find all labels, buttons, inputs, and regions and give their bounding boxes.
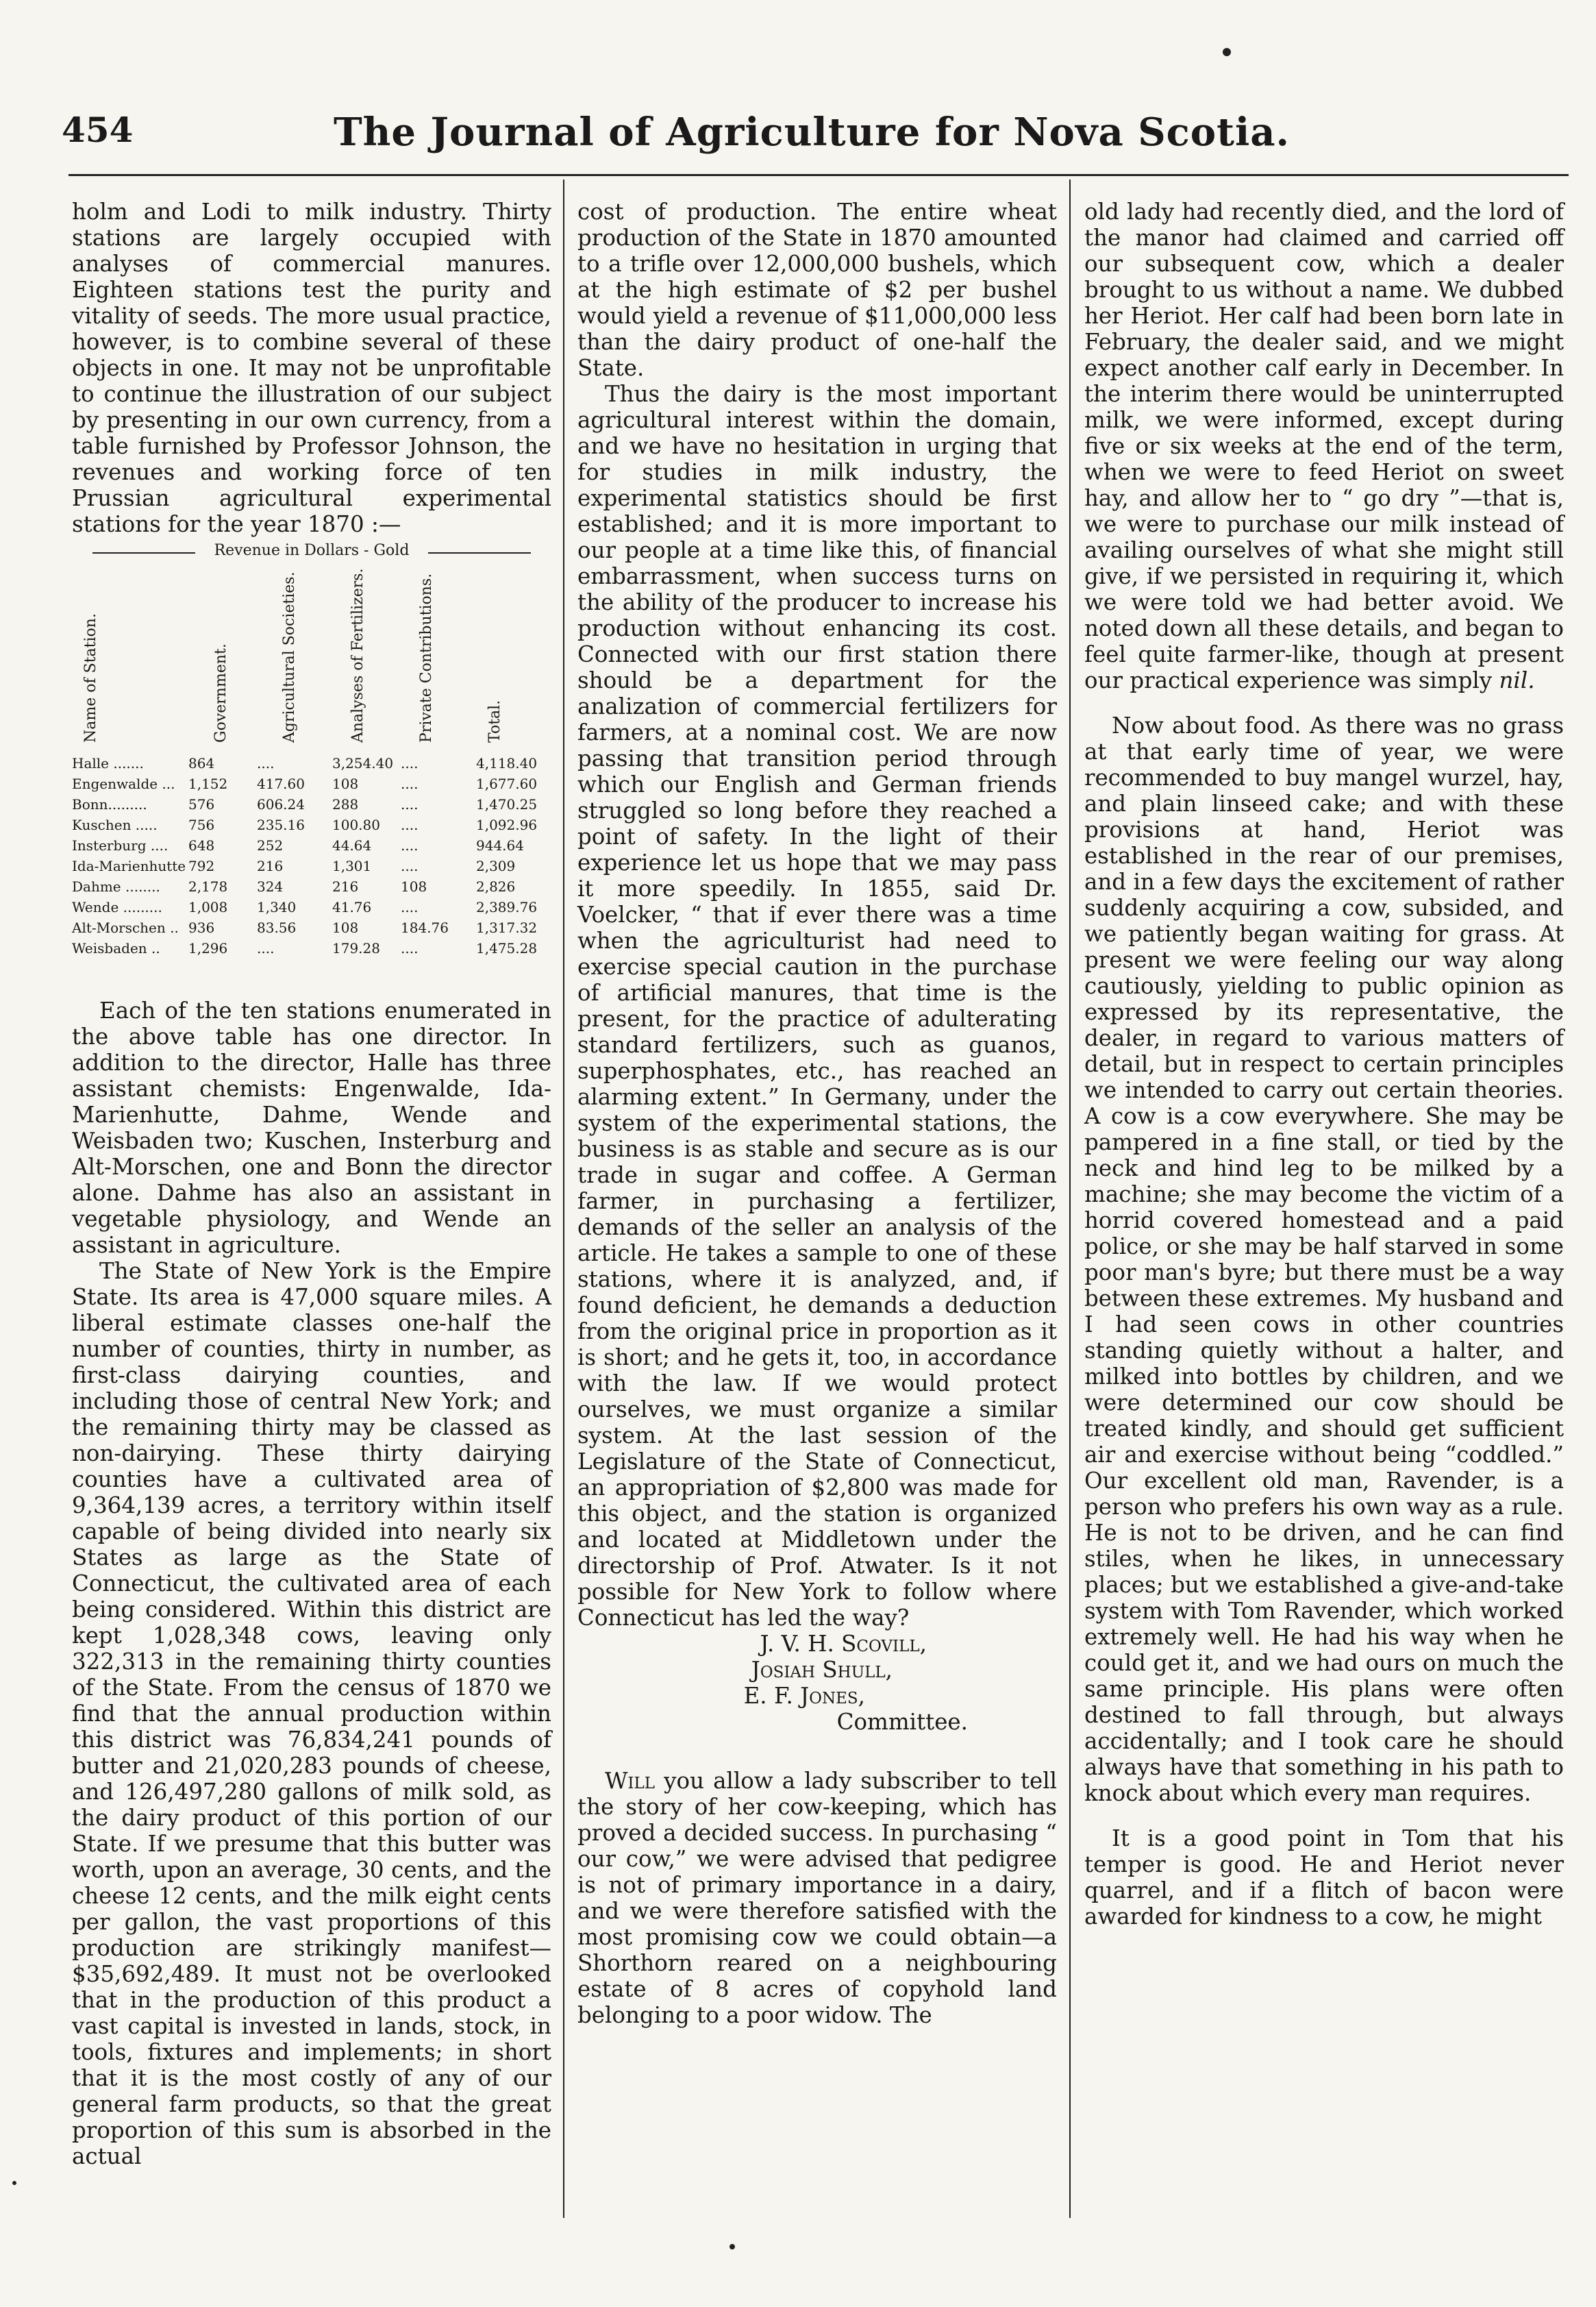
header-rule: [68, 174, 1569, 176]
paragraph: The State of New York is the Empire State. Its area is 47,000 square miles. A liberal estimate classes one-half the number of counties, thirty in number, as first-class dairying counties, and including those of central New York; and the remaining thirty may be classed as non-dairying. These thirty dairying counties have a cultivated area of 9,364,139 acres, a territory within itself capable of being divided into nearly six States as large as the State of Connecticut, the cultivated area of each being considered. Within this district are kept 1,028,348 cows, leaving only 322,313 in the remaining thirty counties of the State. From the census of 1870 we find that the annual production within this district was 76,834,241 pounds of butter and 21,020,283 pounds of cheese, and 126,497,280 gallons of milk sold, as the dairy product of this portion of our State. If we presume that this butter was worth, upon an average, 30 cents, and the cheese 12 cents, and the milk eight cents per gallon, the vast proportions of this production are strikingly manifest—$35,692,489. It must not be overlooked that in the production of this product a vast capital is invested in lands, stock, in tools, fixtures and implements; in short that it is the most costly of any of our general farm products, so that the great proportion of this sum is absorbed in the actual: [72, 1258, 551, 2169]
column-header: Private Contributions.: [418, 573, 435, 743]
table-cell: 100.80: [332, 817, 380, 833]
table-row: [72, 837, 551, 854]
table-row: [72, 796, 551, 813]
table-cell: ....: [401, 837, 419, 854]
table-cell: 216: [257, 858, 284, 874]
station-name-cell: Bonn.........: [72, 796, 147, 813]
caption-rule: [428, 552, 531, 554]
column-header: Total.: [486, 700, 503, 743]
table-cell: 184.76: [401, 920, 449, 936]
table-cell: 1,677.60: [476, 776, 538, 792]
table-cell: 756: [188, 817, 215, 833]
revenue-table: [72, 543, 551, 988]
table-cell: 252: [257, 837, 284, 854]
table-cell: 648: [188, 837, 215, 854]
table-cell: 944.64: [476, 837, 524, 854]
committee-label: Committee.: [836, 1709, 968, 1735]
station-name-cell: Wende .........: [72, 899, 162, 915]
table-cell: 2,826: [476, 878, 516, 895]
table-cell: 288: [332, 796, 359, 813]
column-right: [1084, 199, 1564, 1929]
paragraph: cost of production. The entire wheat production of the State in 1870 amounted to a trifle over 12,000,000 bushels, which at the high estimate of $2 per bushel would yield a revenue of $11,000,000 less than the dairy product of one-half the State.: [577, 199, 1057, 381]
paragraph: Will you allow a lady subscriber to tell the story of her cow-keeping, which has proved a decided success. In purchasing “ our cow,” we were advised that pedigree is not of primary importance in a dairy, and we were therefore satisfied with the most promising cow we could obtain—a Shorthorn reared on a neighbouring estate of 8 acres of copyhold land belonging to a poor widow. The: [577, 1768, 1057, 2028]
table-cell: 1,008: [188, 899, 228, 915]
table-cell: 606.24: [257, 796, 305, 813]
signatory: Josiah Shull,: [751, 1657, 893, 1683]
table-row: [72, 920, 551, 936]
table-cell: 1,475.28: [476, 940, 538, 957]
table-cell: 1,317.32: [476, 920, 538, 936]
table-cell: 792: [188, 858, 215, 874]
table-cell: 1,301: [332, 858, 372, 874]
table-cell: 1,092.96: [476, 817, 538, 833]
station-name-cell: Halle .......: [72, 755, 144, 772]
ink-speck: [730, 2244, 735, 2249]
table-cell: ....: [401, 858, 419, 874]
table-cell: ....: [401, 899, 419, 915]
page-number: 454: [62, 110, 134, 150]
table-cell: ....: [401, 817, 419, 833]
table-cell: 83.56: [257, 920, 297, 936]
table-cell: 2,178: [188, 878, 228, 895]
signatory: E. F. Jones,: [743, 1683, 865, 1709]
paragraph: It is a good point in Tom that his temper is good. He and Heriot never quarrel, and if a flitch of bacon were awarded for kindness to a cow, he might: [1084, 1825, 1564, 1929]
table-cell: 108: [332, 920, 359, 936]
table-cell: 4,118.40: [476, 755, 538, 772]
column-middle: [577, 199, 1057, 2028]
table-row: [72, 817, 551, 833]
station-name-cell: Kuschen .....: [72, 817, 158, 833]
ink-speck: [1223, 48, 1231, 56]
paragraph: Each of the ten stations enumerated in the above table has one director. In addition to the director, Halle has three assistant chemists: Engenwalde, Ida-Marienhutte, Dahme, Wende and Weisbaden two; Kuschen, Insterburg and Alt-Morschen, one and Bonn the director alone. Dahme has also an assistant in vegetable physiology, and Wende an assistant in agriculture.: [72, 998, 551, 1258]
table-cell: 216: [332, 878, 359, 895]
table-cell: 1,296: [188, 940, 228, 957]
column-left: [72, 199, 551, 2169]
column-rule: [563, 180, 564, 2218]
page-header: [62, 110, 1562, 164]
table-row: [72, 878, 551, 895]
table-cell: 2,389.76: [476, 899, 538, 915]
table-cell: ....: [257, 755, 275, 772]
paragraph: holm and Lodi to milk industry. Thirty stations are largely occupied with analyses of commercial manures. Eighteen stations test the purity and vitality of seeds. The more usual practice, however, is to combine several of these objects in one. It may not be unprofitable to continue the illustration of our subject by presenting in our own currency, from a table furnished by Professor Johnson, the revenues and working force of ten Prussian agricultural experimental stations for the year 1870 :—: [72, 199, 551, 537]
table-cell: 2,309: [476, 858, 516, 874]
table-row: [72, 858, 551, 874]
table-cell: ....: [401, 796, 419, 813]
table-cell: 1,340: [257, 899, 297, 915]
station-name-cell: Ida-Marienhutte: [72, 858, 186, 874]
table-cell: 108: [401, 878, 427, 895]
journal-title: The Journal of Agriculture for Nova Scotia.: [333, 110, 1290, 155]
table-cell: 3,254.40: [332, 755, 394, 772]
station-name-cell: Weisbaden ..: [72, 940, 160, 957]
table-cell: 235.16: [257, 817, 305, 833]
table-cell: 324: [257, 878, 284, 895]
table-row: [72, 940, 551, 957]
column-header: Government.: [212, 643, 229, 743]
table-cell: 936: [188, 920, 215, 936]
table-cell: ....: [401, 776, 419, 792]
station-name-cell: Dahme ........: [72, 878, 160, 895]
table-cell: 1,152: [188, 776, 228, 792]
station-name-cell: Insterburg ....: [72, 837, 169, 854]
table-cell: 576: [188, 796, 215, 813]
table-cell: 108: [332, 776, 359, 792]
table-cell: 44.64: [332, 837, 372, 854]
column-header: Analyses of Fertilizers.: [349, 568, 366, 743]
table-row: [72, 776, 551, 792]
table-row: [72, 755, 551, 772]
lead-word: Will: [605, 1768, 656, 1794]
table-caption: Revenue in Dollars - Gold: [72, 543, 551, 559]
column-header: Agricultural Societies.: [281, 571, 298, 743]
station-name-cell: Engenwalde ...: [72, 776, 175, 792]
paragraph: old lady had recently died, and the lord of the manor had claimed and carried off our subsequent cow, which a dealer brought to us without a name. We dubbed her Heriot. Her calf had been born late in February, the dealer said, and we might expect another calf early in December. In the interim there would be uninterrupted milk, we were informed, except during five or six weeks at the end of the term, when we were to feed Heriot on sweet hay, and allow her to “ go dry ”—that is, we were to purchase our milk instead of availing ourselves of what she might still give, if we persisted in requiring it, which we were told we had better avoid. We noted down all these details, and began to feel quite farmer-like, though at present our practical experience was simply nil.: [1084, 199, 1564, 693]
table-cell: ....: [401, 755, 419, 772]
italic-word: nil.: [1499, 667, 1535, 693]
table-cell: 41.76: [332, 899, 372, 915]
signature-block: [577, 1631, 1057, 1735]
table-cell: ....: [401, 940, 419, 957]
table-cell: ....: [257, 940, 275, 957]
table-row: [72, 899, 551, 915]
table-cell: 417.60: [257, 776, 305, 792]
paragraph: Now about food. As there was no grass at that early time of year, we were recommended to buy mangel wurzel, hay, and plain linseed cake; and with these provisions at hand, Heriot was established in the rear of our premises, and in a few days the excitement of rather suddenly acquiring a cow, subsided, and we patiently began waiting for grass. At present we were feeling our way along cautiously, yielding to public opinion as expressed by its representative, the dealer, in regard to various matters of detail, but in respect to certain principles we intended to carry out certain theories. A cow is a cow everywhere. She may be pampered in a fine stall, or tied by the neck and hind leg to be milked by a machine; she may become the victim of a horrid covered homestead and a paid police, or she may be half starved in some poor man's byre; but there must be a way between these extremes. My husband and I had seen cows in other countries standing quietly without a halter, and milked into bottles by children, and we were determined our cow should be treated kindly, and should get sufficient air and exercise without being “coddled.” Our excellent old man, Ravender, is a person who prefers his own way as a rule. He is not to be driven, and he can find stiles, when he likes, in unnecessary places; but we established a give-and-take system with Tom Ravender, which worked extremely well. He had his way when he could get it, and we had ours on much the same principle. His plans were often destined to fall through, but always accidentally; and I took care he should always have that something in his path to knock about which every man requires.: [1084, 713, 1564, 1806]
ink-speck: [12, 2181, 16, 2185]
station-name-cell: Alt-Morschen ..: [72, 920, 179, 936]
column-rule: [1069, 180, 1071, 2218]
table-cell: 1,470.25: [476, 796, 538, 813]
signatory: J. V. H. Scovill,: [760, 1631, 927, 1657]
column-header: Name of Station.: [82, 613, 99, 743]
table-cell: 864: [188, 755, 215, 772]
table-cell: 179.28: [332, 940, 380, 957]
paragraph: Thus the dairy is the most important agricultural interest within the domain, and we have no hesitation in urging that for studies in milk industry, the experimental statistics should be first established; and it is more important to our people at a time like this, of financial embarrassment, when success turns on the ability of the producer to increase his production without enhancing its cost. Connected with our first station there should be a department for the analization of commercial fertilizers for farmers, at a nominal cost. We are now passing that transition period through which our English and German friends struggled so long before they reached a point of safety. In the light of their experience let us hope that we may pass it more speedily. In 1855, said Dr. Voelcker, “ that if ever there was a time when the agriculturist had need to exercise special caution in the purchase of artificial manures, that time is the present, for the practice of adulterating standard fertilizers, such as guanos, superphosphates, etc., has reached an alarming extent.” In Germany, under the system of the experimental stations, the business is as stable and secure as is our trade in sugar and coffee. A German farmer, in purchasing a fertilizer, demands of the seller an analysis of the article. He takes a sample to one of these stations, where it is analyzed, and, if found deficient, he demands a deduction from the original price in proportion as it is short; and he gets it, too, in accordance with the law. If we would protect ourselves, we must organize a similar system. At the last session of the Legislature of the State of Connecticut, an appropriation of $2,800 was made for this object, and the station is organized and located at Middletown under the directorship of Prof. Atwater. Is it not possible for New York to follow where Connecticut has led the way?: [577, 381, 1057, 1631]
